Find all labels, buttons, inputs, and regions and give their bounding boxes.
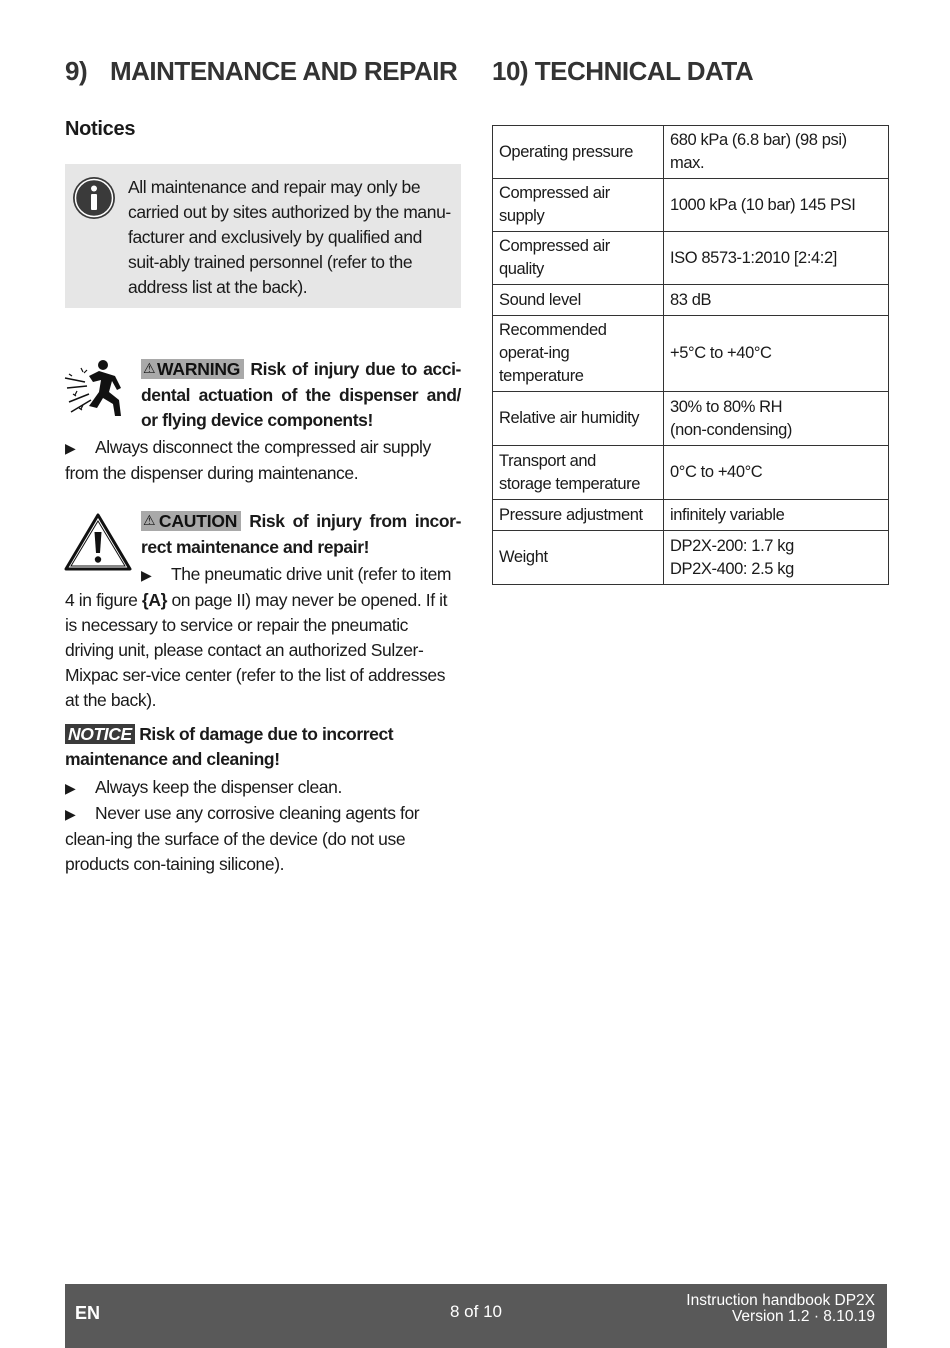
table-cell-key: Relative air humidity bbox=[493, 392, 664, 446]
table-row bbox=[493, 531, 889, 585]
document-title: Instruction handbook DP2X bbox=[686, 1292, 875, 1309]
table-cell-key: Pressure adjustment bbox=[493, 500, 664, 531]
section-9-title bbox=[65, 56, 457, 87]
document-version: Version 1.2 · 8.10.19 bbox=[731, 1308, 875, 1325]
warning-heading bbox=[141, 357, 461, 433]
table-cell-value: 1000 kPa (10 bar) 145 PSI bbox=[664, 179, 889, 232]
table-row bbox=[493, 285, 889, 316]
notice-label: NOTICE bbox=[65, 724, 135, 744]
alert-triangle-icon: ⚠ bbox=[143, 360, 158, 376]
table-cell-key: Sound level bbox=[493, 285, 664, 316]
table-cell-value: +5°C to +40°C bbox=[664, 316, 889, 392]
warning-heading-text: Risk of injury due to acci-dental actuation of the dispenser and/ or flying device components! bbox=[141, 359, 461, 430]
warning-instruction bbox=[65, 435, 461, 486]
table-row bbox=[493, 316, 889, 392]
notice-instructions bbox=[65, 775, 461, 877]
list-item: ▶ Always keep the dispenser clean. bbox=[65, 775, 461, 801]
table-cell-key: Transport and storage temperature bbox=[493, 446, 664, 500]
notice-heading bbox=[65, 722, 461, 772]
table-cell-value: 30% to 80% RH (non-condensing) bbox=[664, 392, 889, 446]
table-cell-key: Weight bbox=[493, 531, 664, 585]
bullet-arrow-icon: ▶ bbox=[65, 806, 76, 822]
warning-label: ⚠WARNING bbox=[141, 359, 244, 379]
flying-parts-hazard-icon bbox=[63, 358, 135, 420]
caution-instruction: ▶ The pneumatic drive unit (refer to item 4 in figure {A} on page II) may never be opened. If it is necessary to service or repair the pneumatic driving unit, please contact an authorized Sulzer-Mixpac ser-vice center (refer to the list of addresses at the back). bbox=[65, 564, 452, 710]
info-icon bbox=[72, 176, 116, 220]
figure-ref: {A} bbox=[141, 590, 167, 610]
warning-instruction-text: Always disconnect the compressed air supply from the dispenser during maintenance. bbox=[65, 437, 431, 483]
list-item: ▶ Never use any corrosive cleaning agents for clean-ing the surface of the device (do not use products con-taining silicone). bbox=[65, 803, 420, 874]
bullet-arrow-icon: ▶ bbox=[65, 780, 76, 796]
table-cell-value: DP2X-200: 1.7 kg DP2X-400: 2.5 kg bbox=[664, 531, 889, 585]
table-row bbox=[493, 446, 889, 500]
table-row bbox=[493, 179, 889, 232]
notice-heading-text: Risk of damage due to incorrect maintenance and cleaning! bbox=[65, 724, 394, 769]
table-cell-value: ISO 8573-1:2010 [2:4:2] bbox=[664, 232, 889, 285]
table-cell-value: 680 kPa (6.8 bar) (98 psi) max. bbox=[664, 126, 889, 179]
technical-data-table bbox=[492, 125, 889, 585]
table-cell-key: Operating pressure bbox=[493, 126, 664, 179]
table-cell-key: Compressed air supply bbox=[493, 179, 664, 232]
table-cell-value: infinitely variable bbox=[664, 500, 889, 531]
page-number: 8 of 10 bbox=[450, 1302, 502, 1321]
document-info bbox=[686, 1293, 875, 1325]
caution-heading bbox=[141, 509, 461, 560]
bullet-arrow-icon: ▶ bbox=[141, 567, 152, 583]
language-code: EN bbox=[75, 1303, 101, 1323]
table-row bbox=[493, 392, 889, 446]
alert-triangle-icon: ⚠ bbox=[143, 512, 159, 528]
table-row bbox=[493, 500, 889, 531]
notices-heading: Notices bbox=[65, 118, 136, 140]
section-number: 9) bbox=[65, 56, 88, 86]
table-cell-key: Recommended operat-ing temperature bbox=[493, 316, 664, 392]
table-cell-key: Compressed air quality bbox=[493, 232, 664, 285]
table-row bbox=[493, 232, 889, 285]
section-title-text: MAINTENANCE AND REPAIR bbox=[110, 56, 458, 86]
info-text: All maintenance and repair may only be carried out by sites authorized by the manu-facturer and exclusively by qualified and suit-ably trained personnel (refer to the address list at the back). bbox=[128, 177, 451, 297]
bullet-arrow-icon: ▶ bbox=[65, 440, 76, 456]
table-cell-value: 0°C to +40°C bbox=[664, 446, 889, 500]
table-row bbox=[493, 126, 889, 179]
caution-label: ⚠CAUTION bbox=[141, 511, 241, 531]
section-10-title: 10) TECHNICAL DATA bbox=[492, 56, 754, 86]
info-box bbox=[65, 164, 461, 308]
caution-heading-text: Risk of injury from incor-rect maintenance and repair! bbox=[141, 511, 462, 557]
table-cell-value: 83 dB bbox=[664, 285, 889, 316]
page-footer bbox=[65, 1284, 887, 1348]
